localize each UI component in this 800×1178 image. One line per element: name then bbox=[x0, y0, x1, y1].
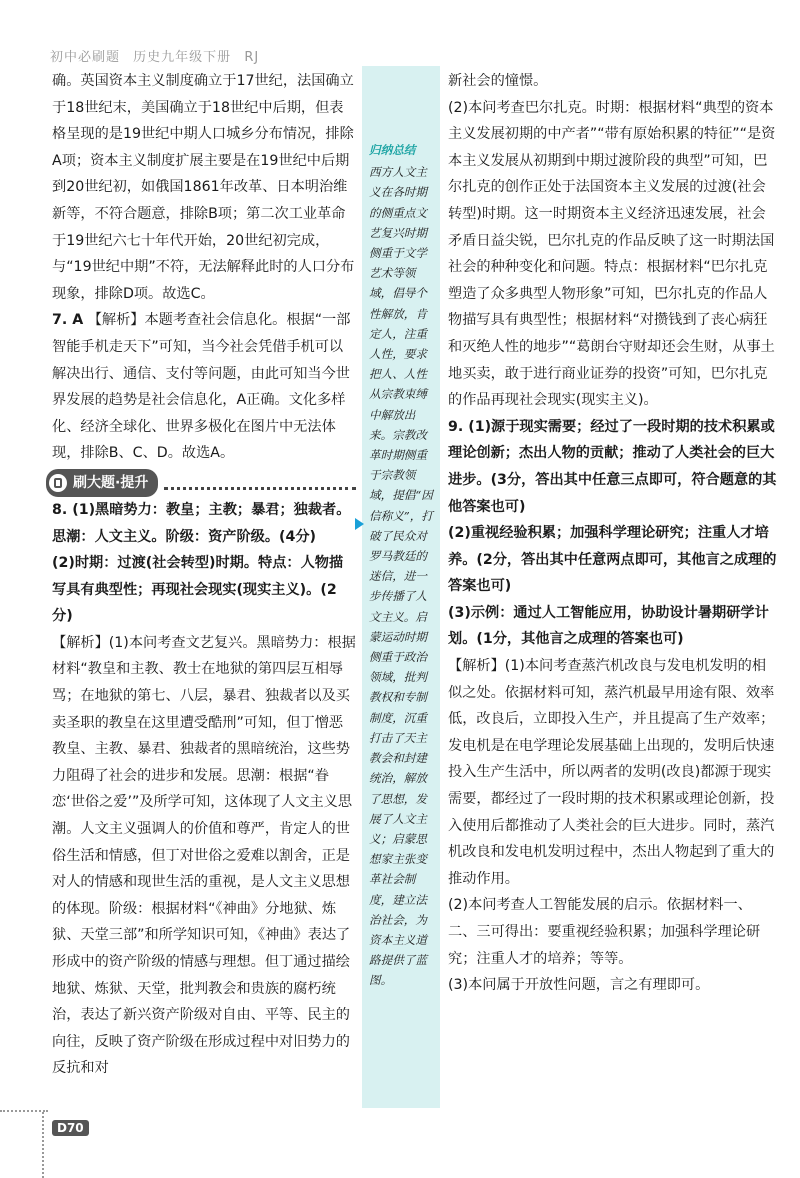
q9-answer-3: (3)示例：通过人工智能应用，协助设计暑期研学计划。(1分，其他言之成理的答案也可) bbox=[448, 604, 769, 648]
section-badge bbox=[46, 469, 158, 498]
pointer-arrow-icon bbox=[355, 518, 364, 530]
summary-sidebar bbox=[362, 66, 440, 1108]
subject-name: 历史九年级下册 bbox=[133, 50, 232, 65]
right-column bbox=[448, 68, 778, 999]
q9-explanation-2: (2)本问考查人工智能发展的启示。依据材料一、二、三可得出：要重视经验积累；加强科学理论研究；注重人才的培养；等等。 bbox=[448, 897, 761, 967]
section-divider bbox=[164, 475, 356, 490]
book-icon bbox=[49, 474, 67, 492]
q9-answer-2: (2)重视经验积累；加强科学理论研究；注重人才培养。(2分，答出其中任意两点即可，其他言之成理的答案也可) bbox=[448, 525, 777, 595]
q8-answer-1 bbox=[52, 497, 356, 550]
q9-number: 9. bbox=[448, 418, 464, 435]
section-header bbox=[46, 469, 356, 497]
q7-answer bbox=[52, 307, 356, 467]
q9-answer-1 bbox=[448, 414, 778, 520]
section-title: 刷大题·提升 bbox=[73, 474, 149, 491]
q6-explanation-tail: 确。英国资本主义制度确立于17世纪，法国确立于18世纪末，美国确立于18世纪中后期，但表格呈现的是19世纪中期人口城乡分布情况，排除A项；资本主义制度扩展主要是在19世纪中后期到20世纪初，如俄国1861年改革、日本明治维新等，不符合题意，排除B项；第二次工业革命于19世纪六七十年代开始，20世纪初完成，与“19世纪中期”不符，无法解释此时的人口分布现象，排除D项。故选C。 bbox=[52, 73, 355, 302]
left-column bbox=[52, 68, 356, 1082]
q8-number: 8. bbox=[52, 501, 68, 518]
q7-explanation: 【解析】本题考查社会信息化。根据“一部智能手机走天下”可知，当今社会凭借手机可以解决出行、通信、支付等问题，由此可知当今世界发展的趋势是社会信息化，A正确。文化多样化、经济全球化、世界多极化在图片中无法体现，排除B、C、D。故选A。 bbox=[52, 312, 351, 462]
corner-divider bbox=[0, 1110, 48, 1112]
q8-answer-1-text: (1)黑暗势力：教皇；主教；暴君；独裁者。思潮：人文主义。阶级：资产阶级。(4分) bbox=[52, 501, 351, 545]
q9-explanation-1: 【解析】(1)本问考查蒸汽机改良与发电机发明的相似之处。依据材料可知，蒸汽机最早用途有限、效率低，改良后，立即投入生产，并且提高了生产效率；发电机是在电学理论发展基础上出现的，发明后快速投入生产生活中，所以两者的发明(改良)都源于现实需要，都经过了一段时期的技术积累或理论创新，投入使用后都推动了人类社会的巨大进步。同时，蒸汽机改良和发电机发明过程中，杰出人物起到了重大的推动作用。 bbox=[448, 658, 775, 887]
q8-explanation-2: (2)本问考查巴尔扎克。时期：根据材料“典型的资本主义发展初期的中产者”“带有原始积累的特征”“是资本主义发展从初期到中期过渡阶段的典型”可知，巴尔扎克的创作正处于法国资本主义发展的过渡(社会转型)时期。这一时期资本主义经济迅速发展，社会矛盾日益尖锐，巴尔扎克的作品反映了这一时期法国社会的种种变化和问题。特点：根据材料“巴尔扎克塑造了众多典型人物形象”可知，巴尔扎克的作品人物描写具有典型性；根据材料“对攒钱到了丧心病狂和灭绝人性的地步”“葛朗台守财却还会生财，从事土地买卖，敢于进行商业证券的投资”可知，巴尔扎克的作品再现社会现实(现实主义)。 bbox=[448, 99, 776, 409]
sidebar-text: 西方人文主义在各时期的侧重点文艺复兴时期侧重于文学艺术等领域，倡导个性解放，肯定人，注重人性，要求把人、人性从宗教束缚中解放出来。宗教改革时期侧重于宗教领域，提倡“因信称义”，打破了民众对罗马教廷的迷信，进一步传播了人文主义。启蒙运动时期侧重于政治领域，批判教权和专制制度，沉重打击了天主教会和封建统治，解放了思想，发展了人文主义；启蒙思想家主张变革社会制度，建立法治社会，为资本主义道路提供了蓝图。 bbox=[369, 165, 433, 988]
edition-code: RJ bbox=[244, 50, 260, 65]
running-header bbox=[50, 46, 267, 65]
q9-explanation-3: (3)本问属于开放性问题，言之有理即可。 bbox=[448, 977, 710, 994]
margin-divider bbox=[42, 1112, 46, 1178]
q9-answer-1-text: (1)源于现实需要；经过了一段时期的技术积累或理论创新；杰出人物的贡献；推动了人类社会的巨大进步。(3分，答出其中任意三点即可，符合题意的其他答案也可) bbox=[448, 418, 777, 515]
q8-explanation: 【解析】(1)本问考查文艺复兴。黑暗势力：根据材料“教皇和主教、教士在地狱的第四层互相辱骂；在地狱的第七、八层，暴君、独裁者以及买卖圣职的教皇在这里遭受酷刑”可知，但丁憎恶教皇、主教、暴君、独裁者的黑暗统治，这些势力阻碍了社会的进步和发展。思潮：根据“眷恋‘世俗之爱’”及所学可知，这体现了人文主义思潮。人文主义强调人的价值和尊严，肯定人的世俗生活和情感，但丁对世俗之爱难以割舍，正是对人的情感和现世生活的重视，是人文主义思想的体现。阶级：根据材料“《神曲》分地狱、炼狱、天堂三部”和所学知识可知，《神曲》表达了形成中的资产阶级的情感与理想。但丁通过描绘地狱、炼狱、天堂，批判教会和贵族的腐朽统治，表达了新兴资产阶级对自由、平等、民主的向往，反映了资产阶级在形成过程中对旧势力的反抗和对 bbox=[52, 634, 356, 1077]
q8-explanation-tail: 新社会的憧憬。 bbox=[448, 73, 548, 89]
series-name: 初中必刷题 bbox=[50, 50, 121, 65]
q7-number: 7. A bbox=[52, 312, 84, 329]
page-number: D70 bbox=[52, 1120, 89, 1136]
q8-answer-2: (2)时期：过渡(社会转型)时期。特点：人物描写具有典型性；再现社会现实(现实主义)。(2分) bbox=[52, 555, 344, 625]
sidebar-title: 归纳总结 bbox=[369, 143, 416, 157]
